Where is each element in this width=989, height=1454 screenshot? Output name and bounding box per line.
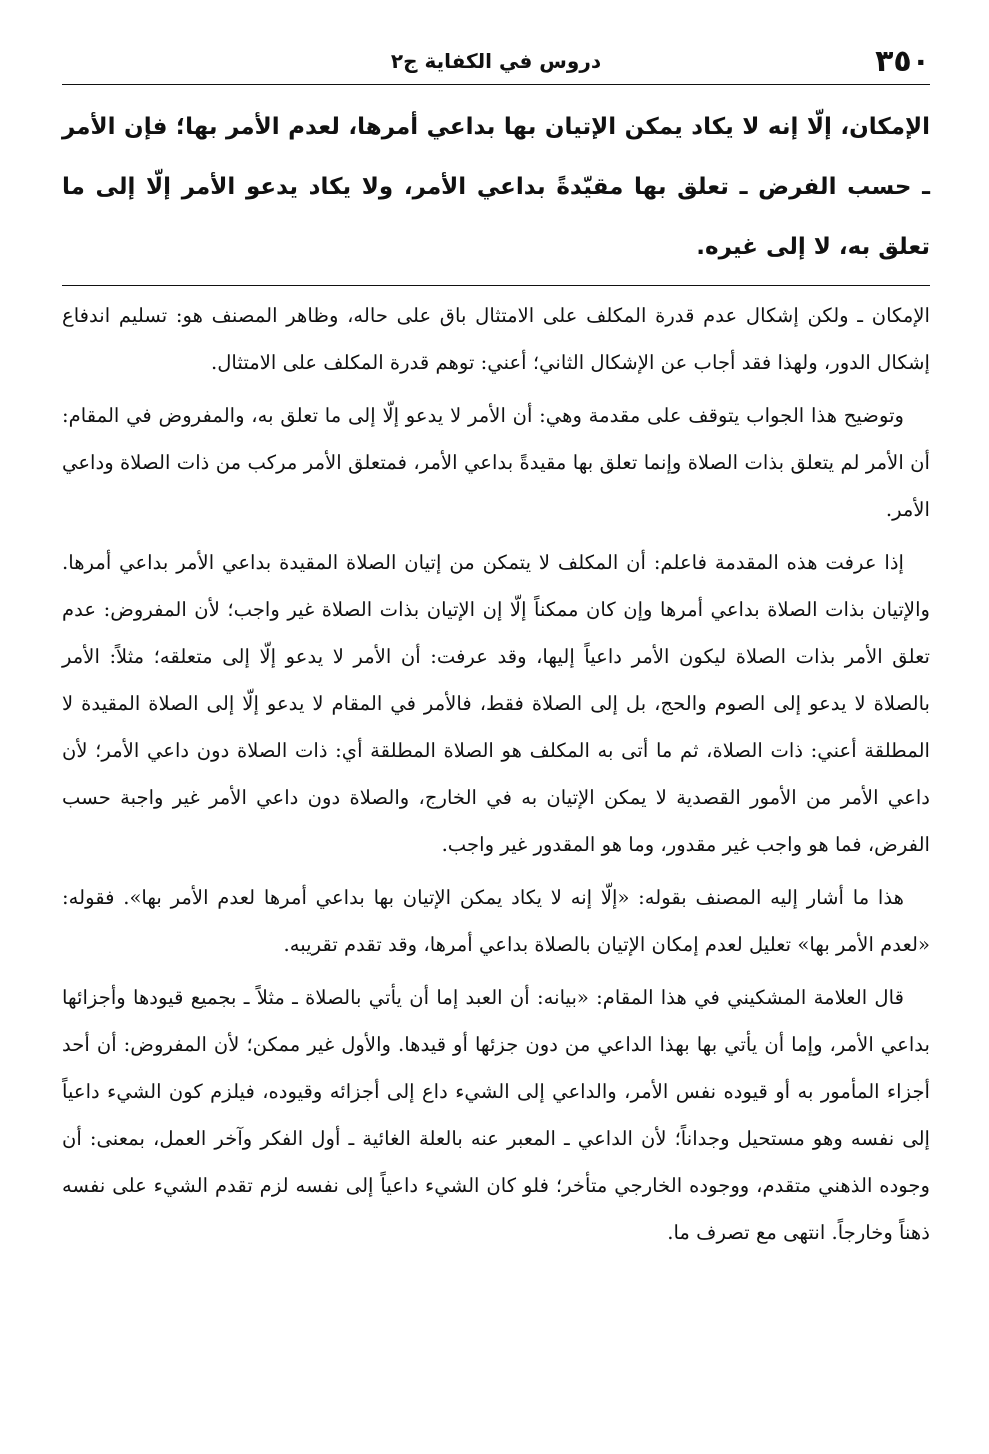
- page-number: ٣٥٠: [875, 44, 930, 79]
- commentary-paragraph: قال العلامة المشكيني في هذا المقام: «بيانه: أن العبد إما أن يأتي بالصلاة ـ مثلاً ـ بجميع قيودها وأجزائها بداعي الأمر، وإما أن يأتي بها بهذا الداعي من دون جزئها أو قيدها. والأول غير ممكن؛ لأن المفروض: أن أحد أجزاء المأمور به أو قيوده نفس الأمر، والداعي إلى الشيء داع إلى أجزائه وقيوده، فيلزم كون الشيء داعياً إلى نفسه وهو مستحيل وجداناً؛ لأن الداعي ـ المعبر عنه بالعلة الغائية ـ أول الفكر وآخر العمل، بمعنى: أن وجوده الذهني متقدم، ووجوده الخارجي متأخر؛ فلو كان الشيء داعياً إلى نفسه لزم تقدم الشيء على نفسه ذهناً وخارجاً. انتهى مع تصرف ما.: [62, 986, 930, 1244]
- page-header: [62, 38, 930, 85]
- running-title: دروس في الكفاية ج٢: [390, 49, 602, 73]
- commentary-paragraph: هذا ما أشار إليه المصنف بقوله: «إلّا إنه لا يكاد يمكن الإتيان بها بداعي أمرها لعدم الأمر بها». فقوله: «لعدم الأمر بها» تعليل لعدم إمكان الإتيان بالصلاة بداعي أمرها، وقد تقدم تقريبه.: [62, 886, 930, 956]
- commentary-paragraph: الإمكان ـ ولكن إشكال عدم قدرة المكلف على الامتثال باق على حاله، وظاهر المصنف هو: تسليم اندفاع إشكال الدور، ولهذا فقد أجاب عن الإشكال الثاني؛ أعني: توهم قدرة المكلف على الامتثال.: [62, 304, 930, 374]
- commentary-section: [62, 292, 930, 1256]
- commentary-paragraph: وتوضيح هذا الجواب يتوقف على مقدمة وهي: أن الأمر لا يدعو إلّا إلى ما تعلق به، والمفروض في المقام: أن الأمر لم يتعلق بذات الصلاة وإنما تعلق بها مقيدةً بداعي الأمر، فمتعلق الأمر مركب من ذات الصلاة وداعي الأمر.: [62, 404, 930, 521]
- book-page: [62, 38, 930, 1262]
- commentary-paragraph: إذا عرفت هذه المقدمة فاعلم: أن المكلف لا يتمكن من إتيان الصلاة المقيدة بداعي الأمر بداعي أمرها. والإتيان بذات الصلاة بداعي أمرها وإن كان ممكناً إلّا إن الإتيان بذات الصلاة غير واجب؛ لأن المفروض: عدم تعلق الأمر بذات الصلاة ليكون الأمر داعياً إليها، وقد عرفت: أن الأمر لا يدعو إلّا إلى متعلقه؛ مثلاً: الأمر بالصلاة لا يدعو إلى الصوم والحج، بل إلى الصلاة فقط، فالأمر في المقام لا يدعو إلّا إلى الصلاة المقيدة لا المطلقة أعني: ذات الصلاة، ثم ما أتى به المكلف هو الصلاة المطلقة أي: ذات الصلاة دون داعي الأمر؛ لأن داعي الأمر من الأمور القصدية لا يمكن الإتيان به في الخارج، والصلاة دون داعي الأمر غير واجبة حسب الفرض، فما هو واجب غير مقدور، وما هو المقدور غير واجب.: [62, 551, 930, 856]
- main-text-block: الإمكان، إلّا إنه لا يكاد يمكن الإتيان بها بداعي أمرها، لعدم الأمر بها؛ فإن الأمر ـ حسب الفرض ـ تعلق بها مقيّدةً بداعي الأمر، ولا يكاد يدعو الأمر إلّا إلى ما تعلق به، لا إلى غيره.: [62, 97, 930, 286]
